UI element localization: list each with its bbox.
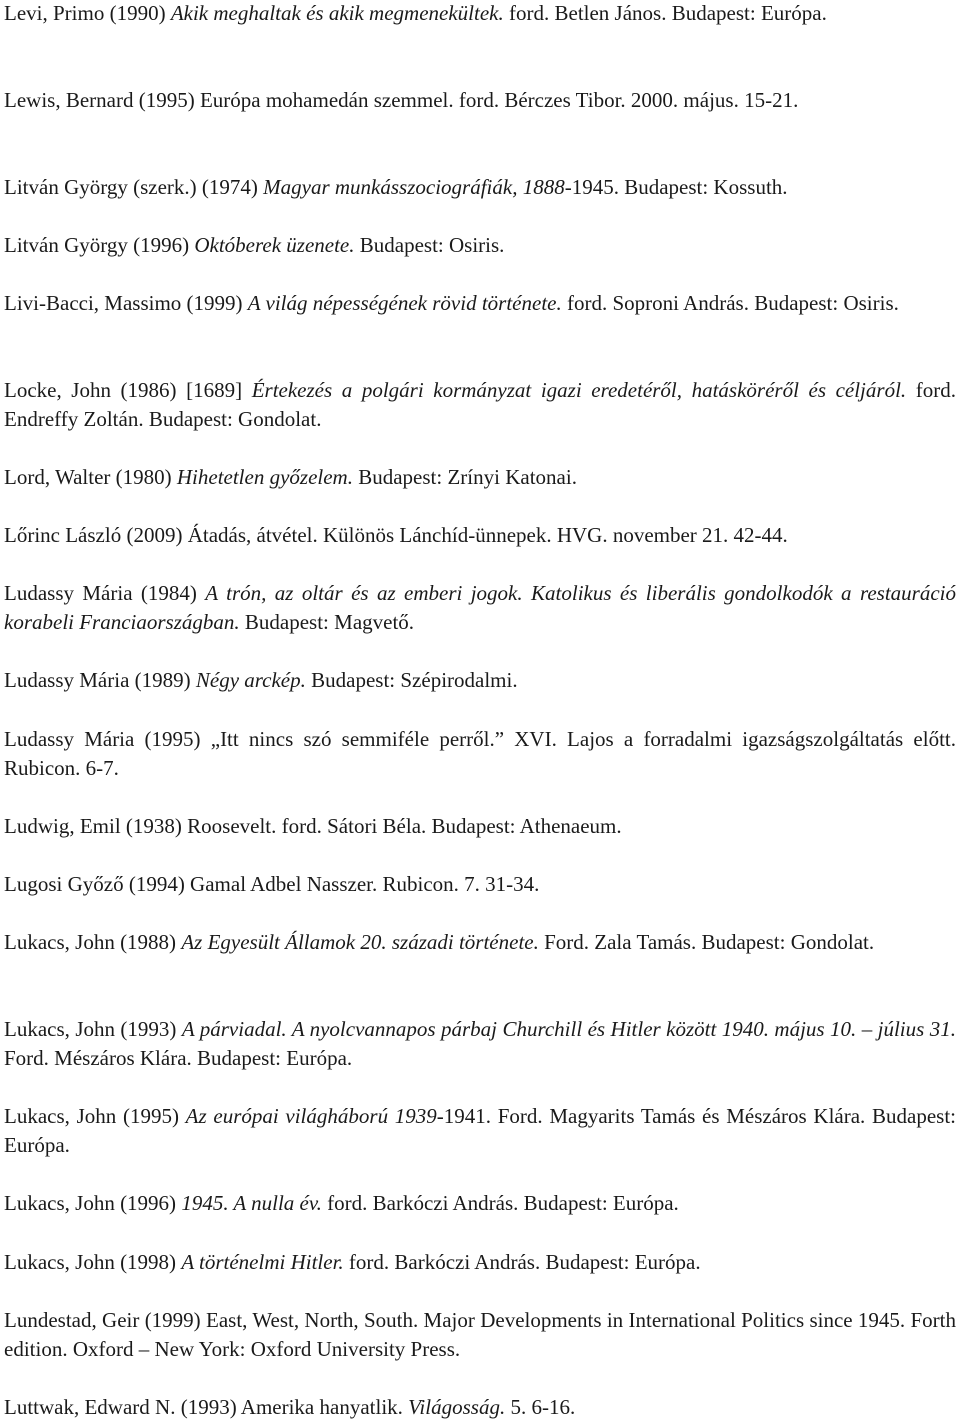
entry-title-italic: Világosság. (408, 1395, 506, 1419)
entry-text: Lőrinc László (2009) Átadás, átvétel. Különös Lánchíd-ünnepek. HVG. november 21. 42-44. (4, 523, 788, 547)
bibliography-entry (4, 812, 956, 841)
bibliography-entry (4, 1248, 956, 1277)
entry-text: ford. Betlen János. Budapest: Európa. (503, 1, 827, 25)
entry-text: 5. 6-16. (505, 1395, 576, 1419)
bibliography-entry (4, 725, 956, 783)
entry-text: Lewis, Bernard (1995) Európa mohamedán szemmel. ford. Bérczes Tibor. 2000. május. 15-21. (4, 88, 799, 112)
bibliography-entry (4, 666, 956, 695)
entry-text: Budapest: Szépirodalmi. (305, 668, 518, 692)
entry-text: Lundestad, Geir (1999) East, West, North, South. Major Developments in International Politics since 1945. Forth edition. Oxford – New York: Oxford University Press. (4, 1308, 956, 1361)
entry-text: Ford. Mészáros Klára. Budapest: Európa. (4, 1046, 353, 1070)
entry-title-italic: Az európai világháború 1939 (185, 1104, 437, 1128)
entry-text: Ford. Zala Tamás. Budapest: Gondolat. (538, 930, 875, 954)
entry-title-italic: A trón, az oltár és az emberi jogok. Katolikus és liberális gondolkodók a restauráció korabeli Franciaországban. (4, 581, 956, 634)
entry-text: Lukacs, John (1993) (4, 1017, 182, 1041)
entry-text: -1945. Budapest: Kossuth. (564, 175, 788, 199)
bibliography-entry (4, 870, 956, 899)
entry-text: Budapest: Osiris. (354, 233, 505, 257)
bibliography-entry (4, 463, 956, 492)
entry-text: -1941. Ford. Magyarits Tamás és Mészáros Klára. Budapest: Európa. (4, 1104, 956, 1157)
entry-title-italic: A világ népességének rövid története. (247, 291, 562, 315)
entry-title-italic: A történelmi Hitler. (181, 1250, 344, 1274)
entry-text: Ludassy Mária (1989) (4, 668, 196, 692)
entry-text: Budapest: Zrínyi Katonai. (352, 465, 577, 489)
bibliography-entry (4, 1306, 956, 1364)
entry-text: Lukacs, John (1998) (4, 1250, 182, 1274)
entry-text: Ludassy Mária (1984) (4, 581, 206, 605)
bibliography-entry (4, 1102, 956, 1160)
entry-text: ford. Soproni András. Budapest: Osiris. (561, 291, 899, 315)
entry-text: Levi, Primo (1990) (4, 1, 171, 25)
entry-text: Budapest: Magvető. (239, 610, 415, 634)
bibliography-entry (4, 86, 956, 115)
entry-text: Litván György (1996) (4, 233, 195, 257)
entry-text: ford. Barkóczi András. Budapest: Európa. (343, 1250, 701, 1274)
bibliography-entry (4, 928, 956, 957)
entry-text: ford. Barkóczi András. Budapest: Európa. (321, 1191, 679, 1215)
entry-text: Locke, John (1986) [1689] (4, 378, 252, 402)
bibliography-entry (4, 1393, 956, 1422)
bibliography-entry (4, 231, 956, 260)
bibliography-entry (4, 0, 956, 28)
bibliography-entry (4, 1189, 956, 1218)
entry-text: Lukacs, John (1988) (4, 930, 182, 954)
entry-text: Lugosi Győző (1994) Gamal Adbel Nasszer. Rubicon. 7. 31-34. (4, 872, 540, 896)
bibliography-entry (4, 1015, 956, 1073)
entry-title-italic: Értekezés a polgári kormányzat igazi eredetéről, hatásköréről és céljáról. (251, 378, 907, 402)
bibliography-entry (4, 521, 956, 550)
entry-text: Ludassy Mária (1995) „Itt nincs szó semmiféle perről.” XVI. Lajos a forradalmi igazságszolgáltatás előtt. Rubicon. 6-7. (4, 727, 956, 780)
bibliography-entry (4, 376, 956, 434)
bibliography-entry (4, 289, 956, 318)
entry-title-italic: 1945. A nulla év. (181, 1191, 322, 1215)
entry-title-italic: A párviadal. A nyolcvannapos párbaj Churchill és Hitler között 1940. május 10. – július 31. (181, 1017, 956, 1041)
bibliography-entry (4, 173, 956, 202)
entry-text: Lukacs, John (1996) (4, 1191, 182, 1215)
bibliography-entry (4, 579, 956, 637)
entry-title-italic: Négy arckép. (195, 668, 306, 692)
entry-text: Lord, Walter (1980) (4, 465, 177, 489)
entry-text: Ludwig, Emil (1938) Roosevelt. ford. Sátori Béla. Budapest: Athenaeum. (4, 814, 622, 838)
entry-title-italic: Akik meghaltak és akik megmenekültek. (170, 1, 504, 25)
entry-title-italic: Az Egyesült Államok 20. századi története. (181, 930, 539, 954)
entry-text: Luttwak, Edward N. (1993) Amerika hanyatlik. (4, 1395, 409, 1419)
entry-title-italic: Októberek üzenete. (194, 233, 355, 257)
entry-text: ford. Endreffy Zoltán. Budapest: Gondolat. (4, 378, 956, 431)
entry-title-italic: Hihetetlen győzelem. (176, 465, 353, 489)
entry-text: Livi-Bacci, Massimo (1999) (4, 291, 248, 315)
entry-text: Lukacs, John (1995) (4, 1104, 186, 1128)
entry-title-italic: Magyar munkásszociográfiák, 1888 (263, 175, 565, 199)
entry-text: Litván György (szerk.) (1974) (4, 175, 264, 199)
